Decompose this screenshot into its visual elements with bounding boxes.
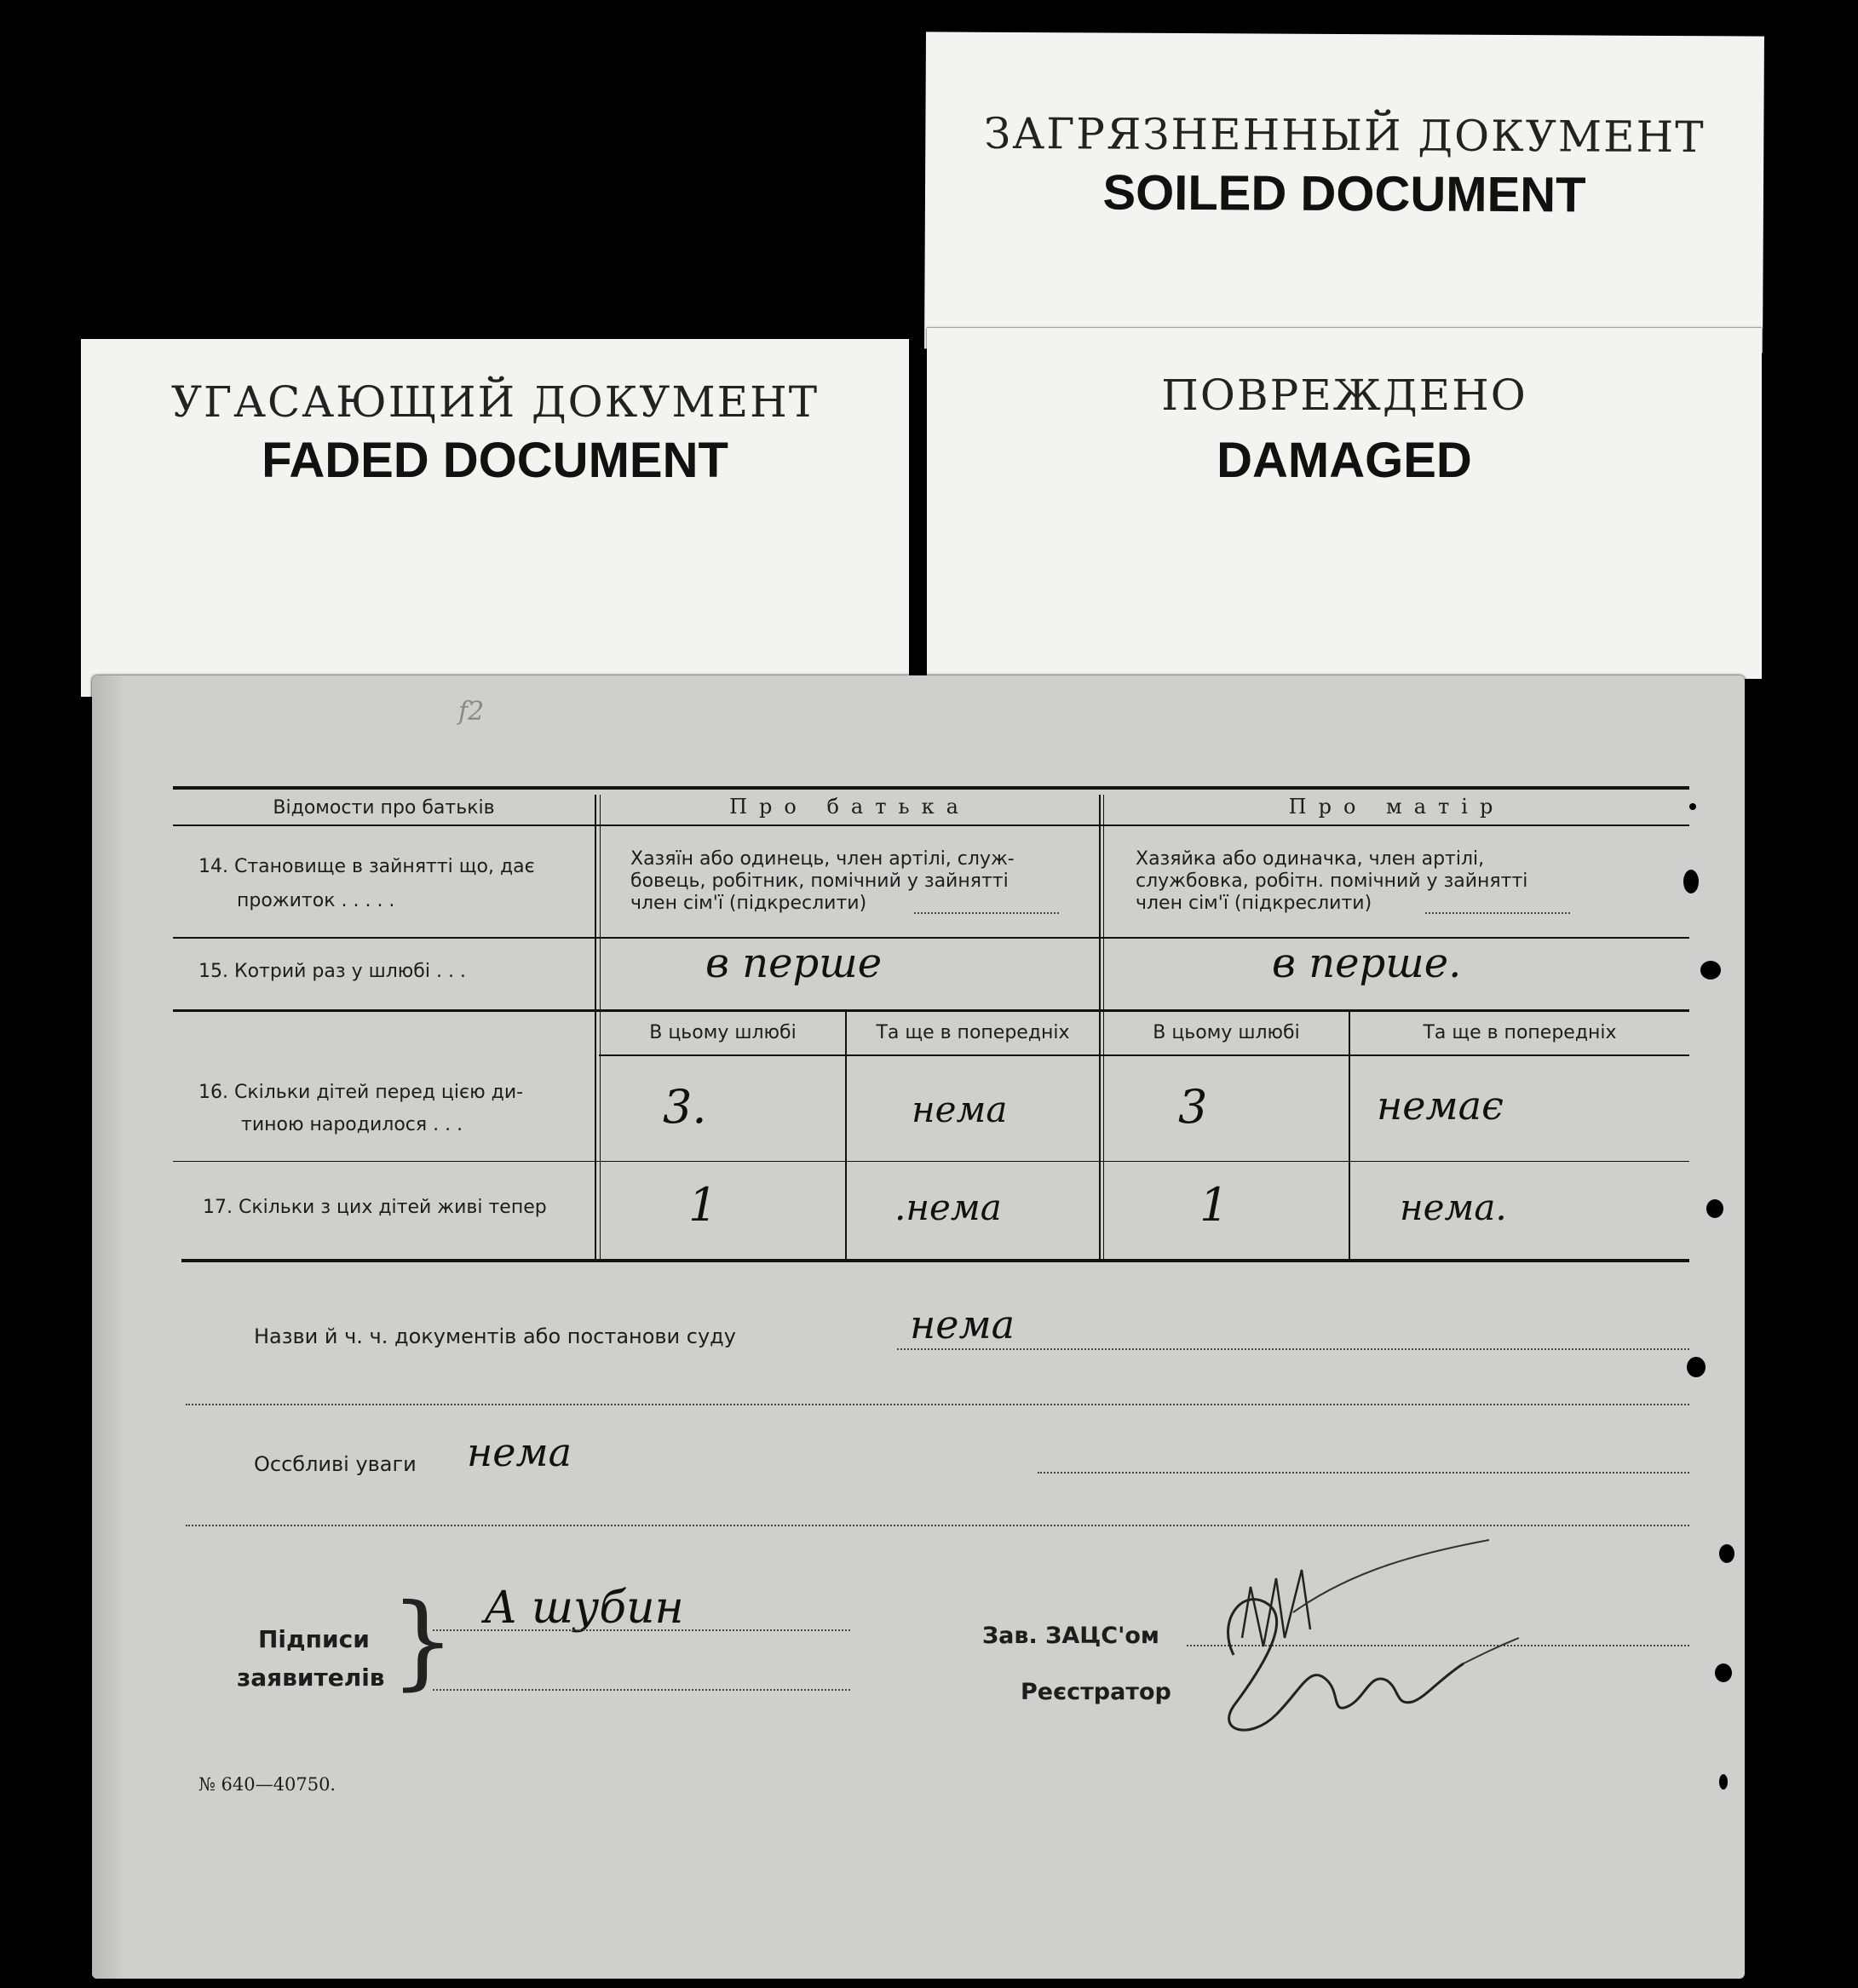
remarks-line-2 xyxy=(186,1525,1689,1526)
damage-spot xyxy=(1683,870,1699,893)
subheader-rule xyxy=(599,1054,1689,1056)
faded-document-card xyxy=(81,339,909,697)
card-title-en: DAMAGED xyxy=(1217,433,1472,488)
damage-spot xyxy=(1715,1663,1732,1682)
damaged-card xyxy=(927,328,1762,679)
row15-label: 15. Котрий раз у шлюбі . . . xyxy=(198,961,466,982)
documents-line-2 xyxy=(186,1404,1689,1405)
damage-spot xyxy=(1706,1199,1723,1218)
header-mother: Про матір xyxy=(1288,795,1505,819)
damage-spot xyxy=(1687,1357,1706,1377)
row17-label: 17. Скільки з цих дітей живі тепер xyxy=(203,1197,547,1218)
row14-mother-line2: службовка, робітн. помічний у зайнятті xyxy=(1136,870,1528,892)
col-divider-1 xyxy=(595,795,596,1261)
head-registry-label: Зав. ЗАЦС'ом xyxy=(982,1623,1159,1649)
row16-father-prev: нема xyxy=(912,1089,1008,1130)
header-father: Про батька xyxy=(729,795,970,819)
remarks-label: Осcбливі уваги xyxy=(254,1452,417,1476)
row16-label-line2: тиною народилося . . . xyxy=(241,1114,463,1135)
soiled-document-card xyxy=(924,32,1764,353)
signatures-label-line1: Підписи xyxy=(258,1625,370,1653)
table-bottom-rule xyxy=(181,1259,1689,1262)
row16-father-this: 3. xyxy=(663,1080,707,1134)
subheader-mother-this: В цьому шлюбі xyxy=(1153,1022,1300,1043)
col-divider-2 xyxy=(1099,795,1101,1261)
registrar-label: Реєстратор xyxy=(1021,1679,1171,1705)
remarks-line xyxy=(1038,1472,1689,1474)
documents-value: нема xyxy=(910,1301,1015,1347)
card-title-ru: УГАСАЮЩИЙ ДОКУМЕНТ xyxy=(170,377,820,427)
row16-mother-this: 3 xyxy=(1178,1080,1208,1134)
damage-spot xyxy=(1719,1544,1734,1563)
card-title-en: SOILED DOCUMENT xyxy=(1102,164,1586,223)
damage-spot xyxy=(1689,803,1696,810)
col-divider-mother xyxy=(1349,1012,1350,1261)
row16-rule xyxy=(173,1161,1689,1162)
row14-label-line2: прожиток . . . . . xyxy=(237,890,395,911)
damage-spot xyxy=(1719,1774,1728,1790)
registration-form-sheet xyxy=(92,675,1745,1979)
documents-label: Назви й ч. ч. документів або постанови суду xyxy=(254,1324,736,1348)
signatures-brace: } xyxy=(390,1583,456,1701)
damage-spot xyxy=(1756,1110,1763,1118)
remarks-value: нема xyxy=(467,1429,572,1475)
header-parents-info: Відомости про батьків xyxy=(273,797,495,819)
row14-mother-line3: член сім'ї (підкреслити) xyxy=(1136,893,1372,914)
row17-mother-prev: нема. xyxy=(1400,1186,1507,1228)
damage-spot xyxy=(1756,969,1763,976)
signature-line-2 xyxy=(433,1689,850,1691)
signature-line-1 xyxy=(433,1629,850,1631)
corner-mark: f2 xyxy=(458,697,485,727)
row14-father-line2: бовець, робітник, помічний у зайнятті xyxy=(630,870,1009,892)
row14-mother-line1: Хазяйка або одиначка, член артілі, xyxy=(1136,848,1485,870)
row14-label-line1: 14. Становище в зайнятті що, дає xyxy=(198,856,535,877)
row17-father-prev: .нема xyxy=(894,1186,1002,1228)
row14-rule xyxy=(173,937,1689,939)
row14-mother-dots xyxy=(1425,912,1570,914)
row15-father-value: в перше xyxy=(705,939,883,987)
row17-mother-this: 1 xyxy=(1199,1178,1229,1232)
col-divider-father xyxy=(845,1012,847,1261)
table-top-rule xyxy=(173,786,1689,790)
form-number: № 640—40750. xyxy=(198,1774,337,1795)
damage-spot xyxy=(1753,1715,1775,1732)
damage-spot xyxy=(1700,961,1721,980)
row17-father-this: 1 xyxy=(688,1178,718,1232)
row14-father-line1: Хазяїн або одинець, член артілі, служ- xyxy=(630,848,1015,870)
row16-label-line1: 16. Скільки дітей перед цією ди- xyxy=(198,1082,524,1103)
row15-mother-value: в перше. xyxy=(1272,939,1462,987)
damage-spot xyxy=(1757,1602,1765,1610)
row14-father-line3: член сім'ї (підкреслити) xyxy=(630,893,867,914)
card-title-en: FADED DOCUMENT xyxy=(262,433,728,488)
row14-father-dots xyxy=(914,912,1059,914)
subheader-father-prev: Та ще в попередніх xyxy=(876,1022,1070,1043)
documents-line xyxy=(897,1348,1689,1350)
card-title-ru: ПОВРЕЖДЕНО xyxy=(1161,371,1527,420)
subheader-mother-prev: Та ще в попередніх xyxy=(1423,1022,1617,1043)
subheader-father-this: В цьому шлюбі xyxy=(649,1022,797,1043)
header-rule xyxy=(173,825,1689,826)
signatures-label-line2: заявителів xyxy=(237,1663,385,1692)
card-title-ru: ЗАГРЯЗНЕННЫЙ ДОКУМЕНТ xyxy=(983,108,1706,163)
applicant-signature: А шубин xyxy=(484,1583,684,1634)
registrar-signature xyxy=(1182,1536,1523,1757)
row16-mother-prev: немає xyxy=(1377,1083,1504,1129)
row15-rule xyxy=(173,1009,1689,1012)
